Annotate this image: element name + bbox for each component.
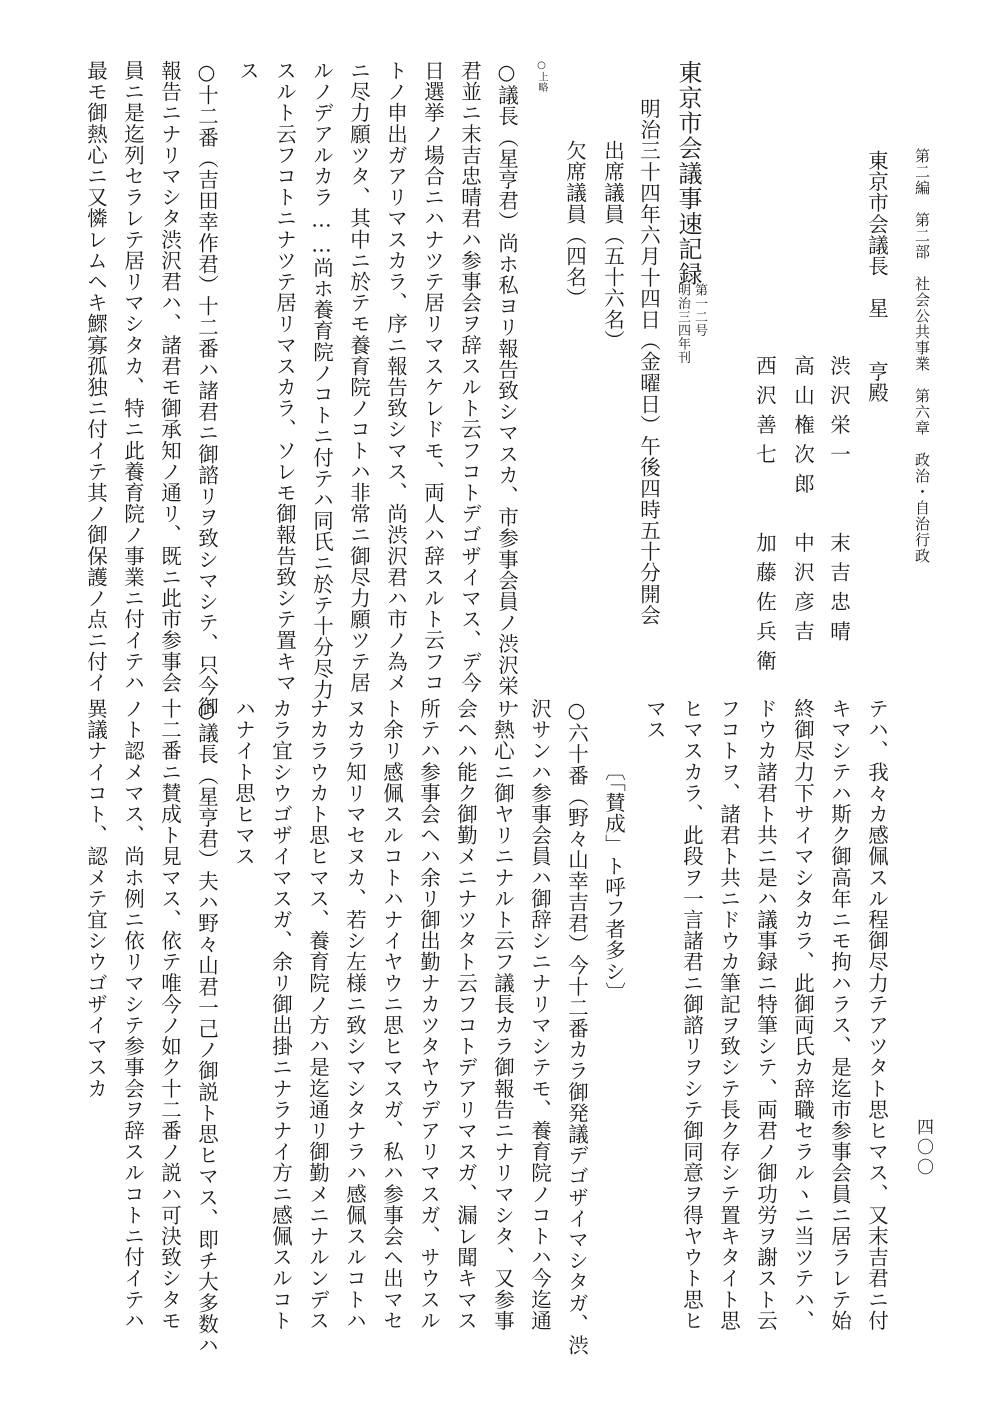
letter-signers-row-2: 高山権次郎 中沢彦吉 <box>790 355 815 650</box>
body-line: ハナイト思ヒマス <box>231 698 256 867</box>
running-title: 第二編 第二部 社会公共事業 第六章 政治・自治行政 <box>913 148 931 564</box>
body-line: 異議ナイコト、認メテ宜シウゴザイマスカ <box>83 698 108 1099</box>
body-line: ○六十番（野々山幸吉君）今十二番カラ御発議デゴザイマシタガ、渋 <box>564 698 589 1356</box>
issue-date: 明治三四年刊 <box>675 283 690 364</box>
members-absent: 欠席議員（四名） <box>562 140 587 309</box>
session-date-line: 明治三十四年六月十四日（金曜日）午後四時五十分開会 <box>636 98 661 626</box>
body-line: ドウカ諸君ト共ニ是ハ議事録ニ特筆シテ、両君ノ御功労ヲ謝スト云 <box>753 698 778 1331</box>
body-line: 会ヘハ能ク御勤メニナツタト云フコトデアリマスガ、漏レ聞キマス <box>453 698 478 1331</box>
body-line: マス <box>642 698 667 741</box>
body-line: 員ニ是迄列セラレテ居リマシタカ、特ニ此養育院ノ事業ニ付イテハ <box>120 60 145 693</box>
body-line: 君並ニ末吉忠晴君ハ参事会ヲ辞スルト云フコトデゴザイマス、デ今 <box>457 60 482 693</box>
body-line: ○議長（星亨君）夫ハ野々山君一己ノ御説ト思ヒマス、即チ大多数ハ <box>194 698 219 1356</box>
body-line: ナカラウカト思ヒマス、養育院ノ方ハ是迄通リ御勤メニナルンデス <box>305 698 330 1331</box>
body-line: キマシテハ斯ク御高年ニモ拘ハラス、是迄市参事会員ニ居ラレテ始 <box>827 698 852 1331</box>
body-line: 十二番ニ賛成ト見マス、依テ唯今ノ如ク十二番ノ説ハ可決致シタモ <box>157 698 182 1331</box>
body-line: ト余リ感佩スルコトハナイヤウニ思ヒマスガ、私ハ参事会ヘ出マセ <box>379 698 404 1331</box>
body-line: ○議長（星亨君）尚ホ私ヨリ報告致シマスカ、市参事会員ノ渋沢栄一 <box>494 60 519 718</box>
body-line: 沢サンハ参事会員ハ御辞シニナリマシテモ、養育院ノコトハ今迄通 <box>527 698 552 1331</box>
body-line: ルノデアルカラ……尚ホ養育院ノコトニ付テハ同氏ニ於テ十分尽力 <box>309 60 334 700</box>
body-line: ヌカラ知リマセヌカ、若シ左様ニ致シマシタナラハ感佩スルコトハ <box>342 698 367 1331</box>
body-line: リ熱心ニ御ヤリニナルト云フ議長カラ御報告ニナリマシタ、又参事 <box>490 698 515 1331</box>
body-line: テハ、我々カ感佩スル程御尽力テアツタト思ヒマス、又末吉君ニ付 <box>864 698 889 1331</box>
stage-direction: 〔「賛成」ト呼フ者多シ〕 <box>601 760 626 1003</box>
body-line: ニ尽力願ツタ、其中ニ於テモ養育院ノコトハ非常ニ御尽力願ツテ居 <box>346 60 371 693</box>
issue-number: 第一二号 <box>692 283 707 337</box>
body-line: ノト認メマス、尚ホ例ニ依リマシテ参事会ヲ辞スルコトニ付イテハ <box>120 698 145 1331</box>
body-line: 日選挙ノ場合ニハナツテ居リマスケレドモ、両人ハ辞スルト云フコ <box>420 60 445 693</box>
body-line: 報告ニナリマシタ渋沢君ハ、諸君モ御承知ノ通リ、既ニ此市参事会 <box>157 60 182 693</box>
body-line: ○十二番（吉田幸作君）十二番ハ諸君ニ御諮リヲ致シマシテ、只今御 <box>194 60 219 718</box>
body-line: 最モ御熱心ニ又憐レムヘキ鰥寡孤独ニ付イテ其ノ御保護ノ点ニ付イ <box>83 60 108 693</box>
body-line: ス <box>235 60 260 82</box>
record-title: 東京市会議事速記録 <box>674 60 702 287</box>
body-line: ヒマスカラ、此段ヲ一言諸君ニ御諮リヲシテ御同意ヲ得ヤウト思ヒ <box>679 698 704 1331</box>
body-line: カラ宜シウゴザイマスガ、余リ御出掛ニナラナイ方ニ感佩スルコト <box>268 698 293 1331</box>
body-line: 終御尽力下サイマシタカラ、此御両氏カ辞職セラルヽニ当ツテハ、 <box>790 698 815 1331</box>
letter-signers-row-3: 西沢善七 加藤佐兵衛 <box>752 355 777 680</box>
body-line: スルト云フコトニナツテ居リマスカラ、ソレモ御報告致シテ置キマ <box>272 60 297 693</box>
body-line: フコトヲ、諸君ト共ニドウカ筆記ヲ致シテ長ク存シテ置キタイト思 <box>716 698 741 1331</box>
page-number: 四〇〇 <box>913 1118 933 1178</box>
letter-addressee: 東京市会議長 星 亨殿 <box>864 150 889 404</box>
letter-signers-row-1: 渋沢栄一 末吉忠晴 <box>826 355 851 650</box>
body-line: 所テハ参事会ヘハ余リ御出勤ナカツタヤウデアリマスガ、サウスル <box>416 698 441 1331</box>
omission-note: ○上略 <box>536 60 547 93</box>
members-present: 出席議員（五十六名） <box>600 140 625 351</box>
body-line: トノ申出ガアリマスカラ、序ニ報告致シマス、尚渋沢君ハ市ノ為メ <box>383 60 408 693</box>
